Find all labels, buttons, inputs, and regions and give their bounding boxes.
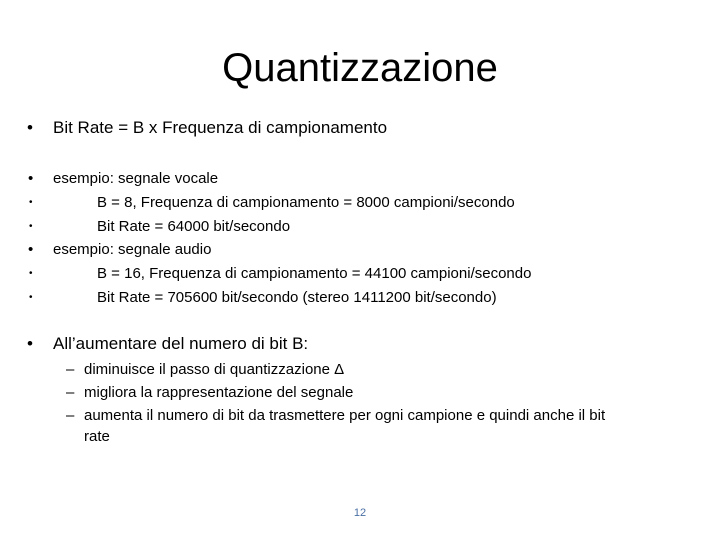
bullet-marker: •: [28, 241, 34, 258]
dash-marker: –: [66, 407, 75, 424]
sub-item-text: diminuisce il passo di quantizzazione Δ: [84, 361, 345, 378]
bullet-text: esempio: segnale audio: [53, 241, 212, 258]
bullet-marker: •: [29, 197, 33, 208]
dash-marker: –: [66, 384, 75, 401]
bullet-text: Bit Rate = B x Frequenza di campionamento: [53, 118, 388, 137]
bullet-marker: •: [27, 334, 33, 353]
sub-item-text: rate: [84, 428, 110, 445]
slide-title: Quantizzazione: [222, 46, 498, 90]
bullet-text: esempio: segnale vocale: [53, 170, 219, 187]
page-number: 12: [353, 507, 367, 519]
bullet-text: Bit Rate = 705600 bit/secondo (stereo 1411200 bit/secondo): [97, 289, 497, 306]
bullet-text: Bit Rate = 64000 bit/secondo: [97, 218, 291, 235]
bullet-text: B = 16, Frequenza di campionamento = 44100 campioni/secondo: [97, 265, 532, 282]
bullet-text: B = 8, Frequenza di campionamento = 8000 campioni/secondo: [97, 194, 515, 211]
bullet-marker: •: [28, 170, 34, 187]
bullet-marker: •: [27, 118, 33, 137]
bullet-marker: •: [29, 221, 33, 232]
sub-item-text: aumenta il numero di bit da trasmettere per ogni campione e quindi anche il bit: [84, 407, 606, 424]
dash-marker: –: [66, 361, 75, 378]
bullet-marker: •: [29, 268, 33, 279]
bullet-text: All’aumentare del numero di bit B:: [53, 334, 309, 353]
bullet-marker: •: [29, 292, 33, 303]
sub-item-text: migliora la rappresentazione del segnale: [84, 384, 354, 401]
